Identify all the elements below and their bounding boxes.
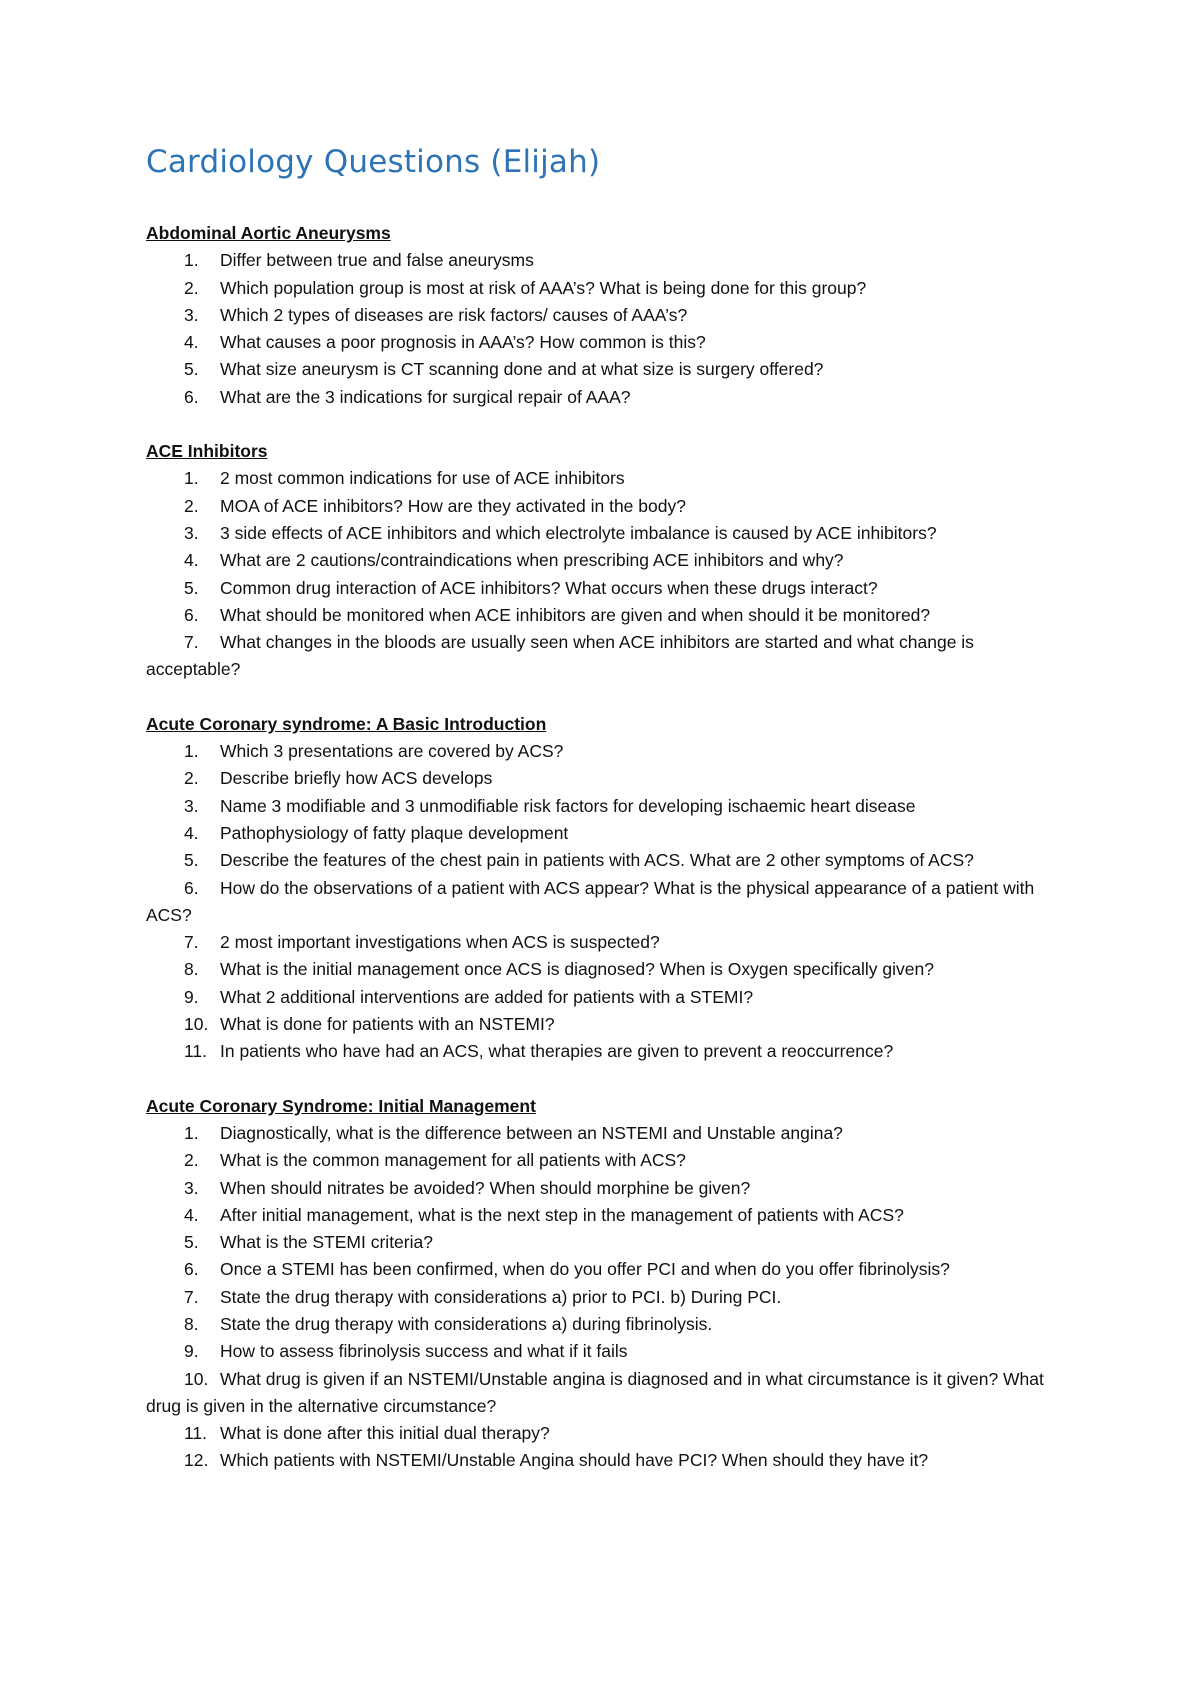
- question-number: 11.: [184, 1041, 208, 1062]
- question-item: [146, 356, 1066, 383]
- question-list: [146, 1120, 1066, 1475]
- question-number: 5.: [184, 577, 199, 598]
- question-number: 4.: [184, 550, 199, 571]
- question-text: Differ between true and false aneurysms: [220, 250, 534, 271]
- question-item: [146, 465, 1066, 492]
- question-item: [146, 1202, 1066, 1229]
- question-item: [146, 302, 1066, 329]
- question-text: What 2 additional interventions are added for patients with a STEMI?: [220, 986, 754, 1007]
- question-number: 3.: [184, 795, 199, 816]
- question-number: 4.: [184, 1204, 199, 1225]
- question-item: [146, 1366, 1066, 1421]
- question-number: 7.: [184, 632, 199, 653]
- question-item: [146, 738, 1066, 765]
- question-item: [146, 547, 1066, 574]
- question-number: 2.: [184, 277, 199, 298]
- question-item: [146, 1447, 1066, 1474]
- question-item: [146, 820, 1066, 847]
- document-title: Cardiology Questions (Elijah): [146, 144, 601, 180]
- question-number: 12.: [184, 1450, 209, 1471]
- question-text: What size aneurysm is CT scanning done and at what size is surgery offered?: [220, 359, 824, 380]
- question-number: 5.: [184, 359, 199, 380]
- question-number: 8.: [184, 959, 199, 980]
- question-number: 5.: [184, 850, 199, 871]
- section-heading: Abdominal Aortic Aneurysms: [146, 223, 391, 243]
- question-number: 1.: [184, 250, 199, 271]
- question-item: [146, 984, 1066, 1011]
- question-number: 3.: [184, 522, 199, 543]
- question-text: What is done for patients with an NSTEMI?: [220, 1014, 555, 1035]
- question-text: Describe the features of the chest pain in patients with ACS. What are 2 other symptoms of ACS?: [220, 850, 974, 871]
- question-text: What are 2 cautions/contraindications when prescribing ACE inhibitors and why?: [220, 550, 844, 571]
- question-item: [146, 875, 1066, 930]
- question-number: 6.: [184, 604, 199, 625]
- question-text: 2 most important investigations when ACS is suspected?: [220, 932, 660, 953]
- question-text: Common drug interaction of ACE inhibitors? What occurs when these drugs interact?: [220, 577, 878, 598]
- question-number: 3.: [184, 1177, 199, 1198]
- document-page: [146, 140, 1066, 1502]
- section-heading: Acute Coronary Syndrome: Initial Management: [146, 1095, 536, 1116]
- question-number: 10.: [184, 1014, 209, 1035]
- question-number: 5.: [184, 1232, 199, 1253]
- question-text: 2 most common indications for use of ACE inhibitors: [220, 468, 625, 489]
- question-item: [146, 847, 1066, 874]
- question-number: 10.: [184, 1368, 209, 1389]
- question-item: [146, 1311, 1066, 1338]
- question-text: What are the 3 indications for surgical repair of AAA?: [220, 386, 631, 407]
- section: [146, 438, 1066, 684]
- question-number: 2.: [184, 768, 199, 789]
- question-number: 6.: [184, 877, 199, 898]
- question-text: Which population group is most at risk of AAA’s? What is being done for this group?: [220, 277, 867, 298]
- section: [146, 220, 1066, 411]
- question-list: [146, 247, 1066, 411]
- section-heading: ACE Inhibitors: [146, 441, 268, 462]
- question-text: What changes in the bloods are usually seen when ACE inhibitors are started and what change is acceptable?: [146, 632, 974, 680]
- question-number: 3.: [184, 304, 199, 325]
- question-item: [146, 1229, 1066, 1256]
- question-text: How do the observations of a patient with ACS appear? What is the physical appearance of a patient with ACS?: [146, 877, 1035, 925]
- sections-container: [146, 220, 1066, 1475]
- question-item: [146, 1256, 1066, 1283]
- question-text: 3 side effects of ACE inhibitors and which electrolyte imbalance is caused by ACE inhibitors?: [220, 522, 937, 543]
- question-text: What is the common management for all patients with ACS?: [220, 1150, 686, 1171]
- question-text: Pathophysiology of fatty plaque development: [220, 822, 569, 843]
- question-text: What drug is given if an NSTEMI/Unstable angina is diagnosed and in what circumstance is it given? What drug is given in the alternative circumstance?: [146, 1368, 1044, 1416]
- question-number: 1.: [184, 1122, 199, 1143]
- question-item: [146, 247, 1066, 274]
- section-heading: Acute Coronary syndrome: A Basic Introduction: [146, 713, 547, 734]
- question-number: 1.: [184, 468, 199, 489]
- question-item: [146, 575, 1066, 602]
- question-item: [146, 956, 1066, 983]
- question-number: 4.: [184, 822, 199, 843]
- question-text: Once a STEMI has been confirmed, when do you offer PCI and when do you offer fibrinolysis?: [220, 1259, 950, 1280]
- question-item: [146, 765, 1066, 792]
- question-text: Which patients with NSTEMI/Unstable Angina should have PCI? When should they have it?: [220, 1450, 929, 1471]
- question-item: [146, 384, 1066, 411]
- question-item: [146, 602, 1066, 629]
- question-number: 2.: [184, 1150, 199, 1171]
- question-item: [146, 1147, 1066, 1174]
- question-number: 1.: [184, 741, 199, 762]
- section: [146, 1093, 1066, 1475]
- question-text: Name 3 modifiable and 3 unmodifiable risk factors for developing ischaemic heart disease: [220, 795, 916, 816]
- question-text: When should nitrates be avoided? When should morphine be given?: [220, 1177, 751, 1198]
- question-item: [146, 1420, 1066, 1447]
- section: [146, 711, 1066, 1066]
- question-number: 9.: [184, 986, 199, 1007]
- question-list: [146, 738, 1066, 1066]
- question-number: 7.: [184, 932, 199, 953]
- question-text: State the drug therapy with considerations a) during fibrinolysis.: [220, 1313, 713, 1334]
- question-item: [146, 493, 1066, 520]
- question-text: How to assess fibrinolysis success and what if it fails: [220, 1341, 628, 1362]
- question-item: [146, 1284, 1066, 1311]
- question-item: [146, 1338, 1066, 1365]
- question-text: What is the STEMI criteria?: [220, 1232, 433, 1253]
- question-number: 2.: [184, 495, 199, 516]
- question-item: [146, 1011, 1066, 1038]
- question-text: What causes a poor prognosis in AAA’s? How common is this?: [220, 332, 706, 353]
- question-item: [146, 1175, 1066, 1202]
- question-text: What is done after this initial dual therapy?: [220, 1423, 550, 1444]
- question-text: In patients who have had an ACS, what therapies are given to prevent a reoccurrence?: [220, 1041, 894, 1062]
- question-number: 9.: [184, 1341, 199, 1362]
- question-text: After initial management, what is the next step in the management of patients with ACS?: [220, 1204, 904, 1225]
- question-item: [146, 520, 1066, 547]
- question-item: [146, 329, 1066, 356]
- question-item: [146, 629, 1066, 684]
- question-item: [146, 275, 1066, 302]
- question-text: What should be monitored when ACE inhibitors are given and when should it be monitored?: [220, 604, 931, 625]
- question-number: 11.: [184, 1423, 208, 1444]
- question-text: Describe briefly how ACS develops: [220, 768, 493, 789]
- question-item: [146, 1038, 1066, 1065]
- question-text: Which 3 presentations are covered by ACS?: [220, 741, 564, 762]
- question-number: 6.: [184, 1259, 199, 1280]
- question-number: 8.: [184, 1313, 199, 1334]
- question-text: MOA of ACE inhibitors? How are they activated in the body?: [220, 495, 686, 516]
- question-number: 4.: [184, 332, 199, 353]
- question-item: [146, 1120, 1066, 1147]
- question-list: [146, 465, 1066, 683]
- question-number: 7.: [184, 1286, 199, 1307]
- question-text: Diagnostically, what is the difference between an NSTEMI and Unstable angina?: [220, 1122, 843, 1143]
- question-text: What is the initial management once ACS is diagnosed? When is Oxygen specifically given?: [220, 959, 934, 980]
- question-item: [146, 929, 1066, 956]
- question-text: Which 2 types of diseases are risk factors/ causes of AAA’s?: [220, 304, 688, 325]
- question-number: 6.: [184, 386, 199, 407]
- question-text: State the drug therapy with considerations a) prior to PCI. b) During PCI.: [220, 1286, 782, 1307]
- question-item: [146, 793, 1066, 820]
